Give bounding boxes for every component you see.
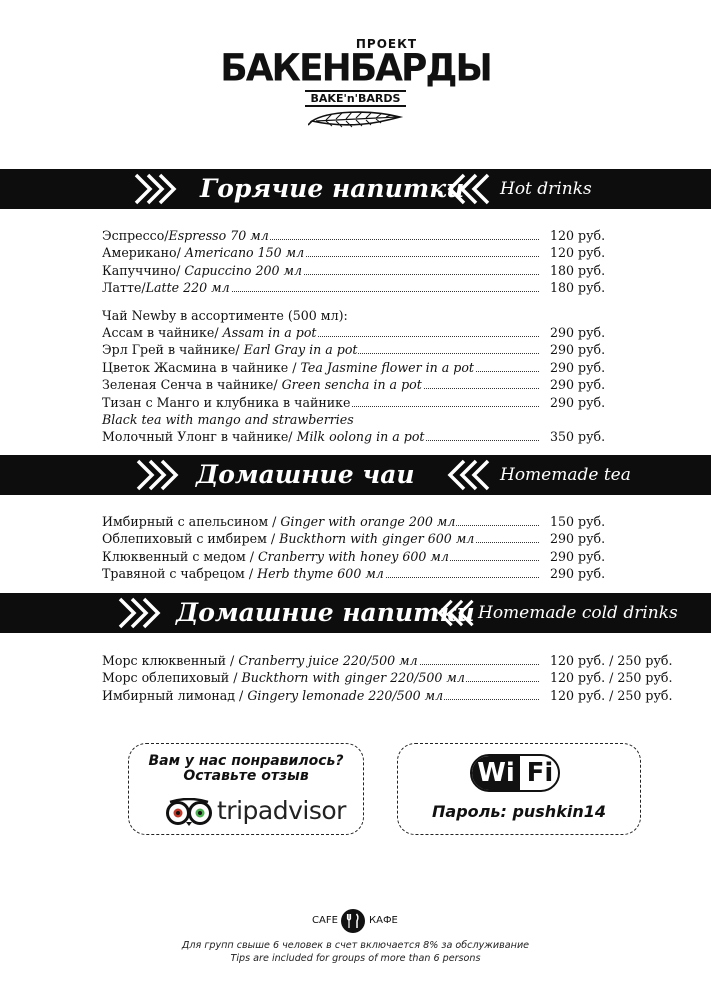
menu-item-name-en: Assam in a pot xyxy=(222,324,317,340)
menu-item-name-en: Earl Gray in a pot xyxy=(243,342,358,358)
menu-item-name xyxy=(102,359,475,376)
service-note-en: Tips are included for groups of more than 6 persons xyxy=(230,953,481,964)
section-title-en: Homemade tea xyxy=(500,465,631,485)
menu-item-price: 290 руб. xyxy=(550,394,606,410)
wifi-info-box xyxy=(397,743,641,835)
menu-item-name-en: Latte 220 мл xyxy=(145,280,230,296)
menu-item-name xyxy=(102,324,317,341)
cafe-label-en: CAFE xyxy=(312,915,338,926)
menu-item-price: 290 руб. xyxy=(550,548,606,564)
wifi-logo-right: Fi xyxy=(526,758,554,788)
menu-item-name-en: Tea Jasmine flower in a pot xyxy=(300,359,474,375)
review-prompt xyxy=(129,754,363,784)
menu-item-name-ru: Молочный Улонг в чайнике/ xyxy=(102,429,297,445)
tripadvisor-brand: tripadvisor xyxy=(217,796,346,825)
menu-item-name-ru: Ассам в чайнике/ xyxy=(102,324,223,340)
feather-icon xyxy=(308,109,404,131)
menu-item-name-ru: Цветок Жасмина в чайнике / xyxy=(102,359,301,375)
logo-top-text: ПРОЕКТ xyxy=(355,37,418,51)
menu-item-price: 290 руб. xyxy=(550,531,606,547)
menu-item-name-ru: Эспрессо/ xyxy=(102,228,169,243)
menu-item-name-ru: Морс облепиховый / xyxy=(102,670,242,686)
menu-item-price: 120 руб. / 250 руб. xyxy=(550,687,673,703)
menu-item-name-en: Herb thyme 600 мл xyxy=(257,566,384,582)
menu-item-name-en: Espresso 70 мл xyxy=(168,228,269,243)
menu-item-price: 120 руб. / 250 руб. xyxy=(550,670,673,686)
menu-item-name xyxy=(102,279,231,296)
section-title-en: Homemade cold drinks xyxy=(478,603,678,623)
menu-item-name xyxy=(102,307,349,324)
menu-item-name xyxy=(102,376,423,393)
menu-item-name-ru: Чай Newby в ассортименте (500 мл): xyxy=(102,307,348,323)
menu-item-name-en: Capuccino 200 мл xyxy=(184,262,302,278)
menu-item-name xyxy=(102,411,355,428)
chevron-left-icon xyxy=(446,455,492,495)
service-note-ru: Для групп свыше 6 человек в счет включается 8% за обслуживание xyxy=(181,940,530,951)
menu-item-name xyxy=(102,394,351,411)
menu-item-name xyxy=(102,530,475,547)
menu-item-price: 120 руб. / 250 руб. xyxy=(550,653,673,668)
menu-item-price: 290 руб. xyxy=(550,342,606,358)
menu-item-name xyxy=(102,262,303,279)
section-title-ru: Домашние напитки xyxy=(176,598,475,627)
chevron-right-icon xyxy=(134,455,180,495)
menu-item-name xyxy=(102,565,385,582)
menu-item-price: 180 руб. xyxy=(550,262,606,278)
menu-item-price: 290 руб. xyxy=(550,324,606,340)
menu-item-name-ru: Облепиховый с имбирем / xyxy=(102,531,280,547)
menu-item-price: 120 руб. xyxy=(550,228,606,243)
menu-item-name-ru: Капуччино/ xyxy=(102,262,185,278)
tripadvisor-owl-icon xyxy=(166,798,212,826)
menu-item-name-en: Gingery lemonade 220/500 мл xyxy=(247,687,444,703)
menu-item-name-ru: Имбирный с апельсином / xyxy=(102,514,281,529)
menu-item-name-en: Green sencha in a pot xyxy=(281,377,422,393)
wifi-icon xyxy=(470,754,560,792)
section-title-ru: Домашние чаи xyxy=(196,460,415,489)
chevron-left-icon xyxy=(446,169,492,209)
menu-item-name-ru: Зеленая Сенча в чайнике/ xyxy=(102,377,282,393)
menu-item-price: 290 руб. xyxy=(550,566,606,582)
menu-item-name-ru: Американо/ xyxy=(102,245,185,261)
section-band-homemade-tea xyxy=(0,455,711,495)
section-title-en: Hot drinks xyxy=(500,179,592,199)
menu-item-name-en: Milk oolong in a pot xyxy=(296,429,425,445)
cafe-logo xyxy=(0,38,711,131)
menu-item-name xyxy=(102,428,425,445)
menu-item-name-en: Americano 150 мл xyxy=(184,245,305,261)
section-title-ru: Горячие напитки xyxy=(200,174,465,203)
menu-item-name-ru: Травяной с чабрецом / xyxy=(102,566,258,582)
menu-item-name-ru: Морс клюквенный / xyxy=(102,653,239,668)
menu-item-name-ru: Латте/ xyxy=(102,280,146,296)
section-band-homemade-cold-drinks xyxy=(0,593,711,633)
menu-item-price: 290 руб. xyxy=(550,377,606,393)
chevron-right-icon xyxy=(116,593,162,633)
wifi-logo-left: Wi xyxy=(472,756,520,790)
menu-item-name xyxy=(102,652,419,669)
cafe-footer-logo xyxy=(0,909,711,933)
menu-item-name xyxy=(102,227,270,244)
cutlery-icon xyxy=(341,909,365,933)
chevron-left-icon xyxy=(436,593,476,633)
menu-item-name-en: Black tea with mango and strawberries xyxy=(102,411,354,427)
menu-item-name-ru: Клюквенный с медом / xyxy=(102,548,259,564)
logo-sub-text: BAKE'n'BARDS xyxy=(305,90,407,107)
menu-item-name xyxy=(102,341,358,358)
menu-item-name-ru: Имбирный лимонад / xyxy=(102,687,248,703)
section-band-hot-drinks xyxy=(0,169,711,209)
menu-item-name-en: Ginger with orange 200 мл xyxy=(280,514,456,529)
menu-item-name-en: Buckthorn with ginger 220/500 мл xyxy=(241,670,465,686)
menu-item-name-ru: Эрл Грей в чайнике/ xyxy=(102,342,244,358)
menu-item-name xyxy=(102,548,450,565)
menu-item-price: 180 руб. xyxy=(550,280,606,296)
menu-item-name-en: Cranberry with honey 600 мл xyxy=(258,548,449,564)
wifi-password: Пароль: pushkin14 xyxy=(432,802,606,821)
menu-item-name xyxy=(102,687,444,704)
cafe-label-ru: КАФЕ xyxy=(369,915,398,926)
menu-item-price: 290 руб. xyxy=(550,359,606,375)
menu-item-price: 350 руб. xyxy=(550,429,606,445)
menu-item-name xyxy=(102,513,456,530)
menu-item-name-ru: Тизан с Манго и клубника в чайнике xyxy=(102,394,351,410)
menu-item-name-en: Cranberry juice 220/500 мл xyxy=(238,653,418,668)
menu-item-price: 150 руб. xyxy=(550,514,606,529)
logo-main-text: БАКЕНБАРДЫ xyxy=(220,46,491,90)
chevron-right-icon xyxy=(132,169,178,209)
review-cta: Оставьте отзыв xyxy=(183,768,309,784)
menu-item-price: 120 руб. xyxy=(550,245,606,261)
menu-item-name-en: Buckthorn with ginger 600 мл xyxy=(279,531,475,547)
tripadvisor-review-box[interactable] xyxy=(128,743,364,835)
review-question: Вам у нас понравилось? xyxy=(148,753,344,769)
menu-item-name xyxy=(102,244,305,261)
menu-item-name xyxy=(102,669,466,686)
